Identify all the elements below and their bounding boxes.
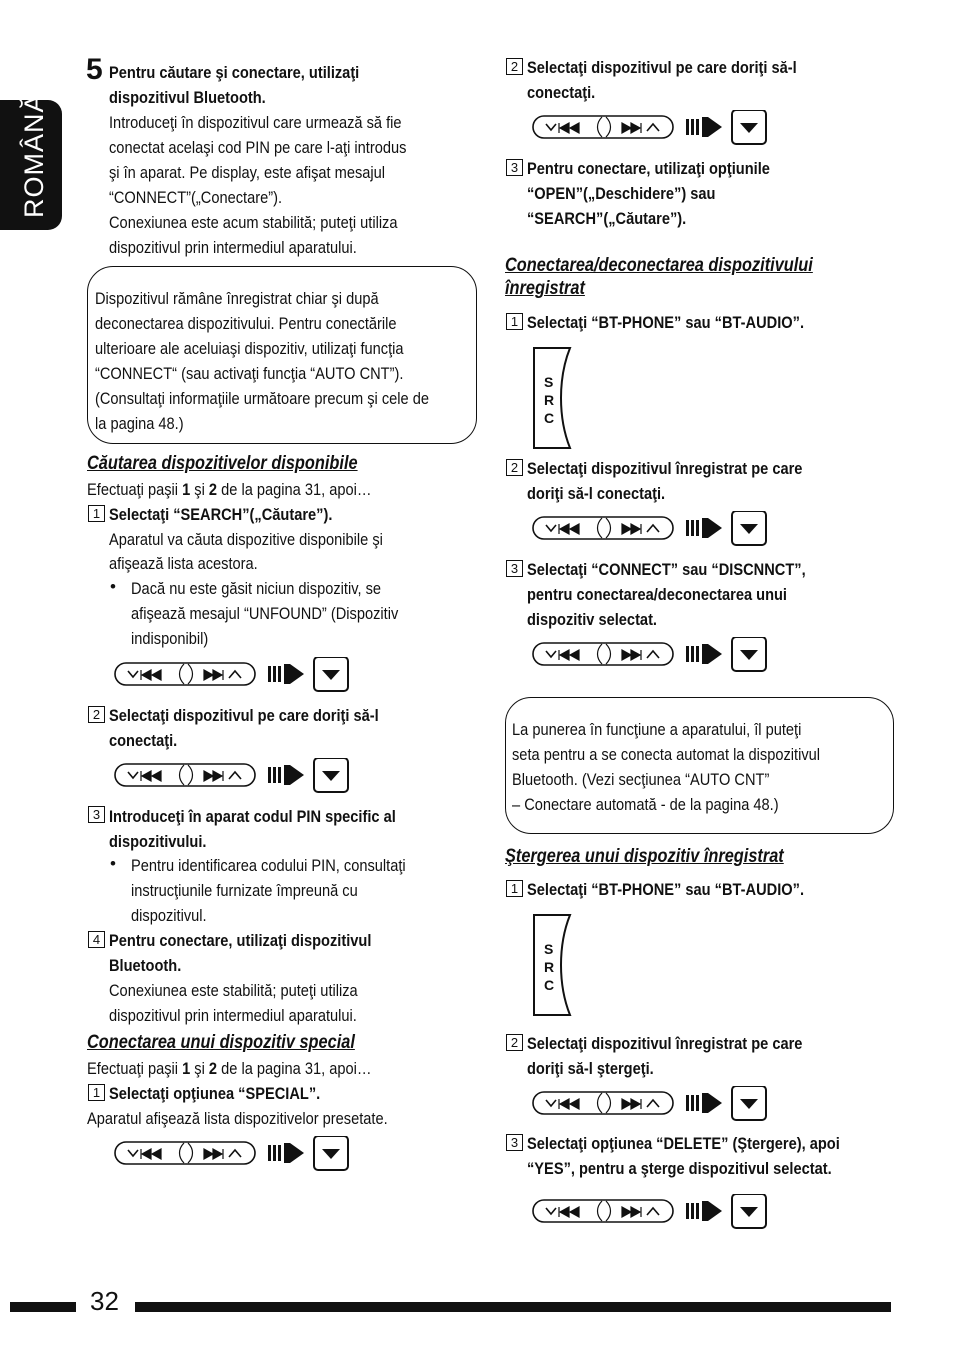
intro-text: Efectuaţi paşii 1 şi 2 de la pagina 31, apoi… [87, 1059, 372, 1078]
step-title: Selectaţi dispozitivul pe care doriţi să-l [109, 706, 379, 725]
section-heading: Conectarea unui dispozitiv special [87, 1032, 355, 1053]
step-title: Selectaţi “SEARCH”(„Căutare”). [109, 505, 333, 524]
step-title: doriţi să-l conectaţi. [527, 484, 666, 503]
step-number-box: 3 [88, 806, 105, 823]
step-number-box: 2 [506, 58, 523, 75]
note-text: La punerea în funcţiune a aparatului, îl puteţi [512, 720, 802, 739]
step-number-box: 1 [88, 1084, 105, 1101]
step-number-box: 4 [88, 931, 105, 948]
step-title: Selectaţi “BT-PHONE” sau “BT-AUDIO”. [527, 313, 805, 332]
control-diagram [532, 511, 772, 547]
src-letter: S [544, 941, 554, 957]
intro-text: Efectuaţi paşii 1 şi 2 de la pagina 31, apoi… [87, 480, 372, 499]
step-number: 5 [86, 53, 103, 86]
control-diagram [532, 637, 772, 673]
step-title: Pentru conectare, utilizaţi dispozitivul [109, 931, 372, 950]
step-title: Selectaţi opţiunea “SPECIAL”. [109, 1084, 321, 1103]
note-text: seta pentru a se conecta automat la dispozitivul [512, 745, 821, 764]
step-title: Introduceţi în aparat codul PIN specific al [109, 807, 396, 826]
step-title: “YES”, pentru a şterge dispozitivul selectat. [527, 1159, 832, 1178]
body-text: conectat acelaşi cod PIN pe care l-aţi introdus [109, 138, 407, 157]
step-title: Selectaţi dispozitivul înregistrat pe care [527, 459, 803, 478]
bullet-text: dispozitivul. [131, 906, 207, 925]
note-text: “CONNECT“ (sau activaţi funcţia “AUTO CNT”). [95, 364, 404, 383]
body-text: Aparatul va căuta dispozitive disponibile şi [109, 530, 383, 549]
bullet: • [110, 577, 116, 596]
section-heading: înregistrat [505, 278, 585, 299]
step-title: Selectaţi “BT-PHONE” sau “BT-AUDIO”. [527, 880, 805, 899]
section-heading: Căutarea dispozitivelor disponibile [87, 453, 358, 474]
control-diagram [114, 657, 354, 693]
step-number-box: 1 [506, 880, 523, 897]
footer-bar-right [135, 1302, 891, 1312]
step-title: Selectaţi opţiunea “DELETE” (Ştergere), apoi [527, 1134, 840, 1153]
body-text: afişează lista acestora. [109, 554, 258, 573]
body-text: Aparatul afişează lista dispozitivelor presetate. [87, 1109, 388, 1128]
bullet-text: afişează mesajul “UNFOUND” (Dispozitiv [131, 604, 399, 623]
step-title: conectaţi. [527, 83, 596, 102]
step-title: Selectaţi dispozitivul înregistrat pe care [527, 1034, 803, 1053]
src-letter: R [544, 959, 555, 975]
bullet-text: Pentru identificarea codului PIN, consultaţi [131, 856, 406, 875]
control-diagram [114, 758, 354, 794]
step-number-box: 2 [506, 459, 523, 476]
src-button [532, 913, 576, 1019]
src-button [532, 346, 576, 452]
step-title: “SEARCH”(„Căutare”). [527, 209, 687, 228]
step-title: “OPEN”(„Deschidere”) sau [527, 184, 716, 203]
page-number: 32 [90, 1286, 119, 1316]
note-text: deconectarea dispozitivului. Pentru conectările [95, 314, 397, 333]
language-label: ROMÂNĂ [19, 93, 49, 218]
step-number-box: 3 [506, 159, 523, 176]
step-title: dispozitivul Bluetooth. [109, 88, 266, 107]
body-text: “CONNECT”(„Conectare”). [109, 188, 283, 207]
step-title: pentru conectarea/deconectarea unui [527, 585, 788, 604]
step-number-box: 3 [506, 1134, 523, 1151]
step-title: conectaţi. [109, 731, 178, 750]
src-letter: S [544, 374, 554, 390]
control-diagram [114, 1136, 354, 1172]
step-title: Selectaţi dispozitivul pe care doriţi să-l [527, 58, 797, 77]
note-text: (Consultaţi informaţiile următoare precum şi cele de [95, 389, 429, 408]
body-text: Conexiunea este stabilită; puteţi utiliza [109, 981, 358, 1000]
step-title: doriţi să-l ştergeţi. [527, 1059, 654, 1078]
step-title: dispozitiv selectat. [527, 610, 658, 629]
step-number-box: 3 [506, 560, 523, 577]
step-title: Pentru căutare şi conectare, utilizaţi [109, 63, 360, 82]
footer-bar-left [10, 1302, 76, 1312]
note-text: Bluetooth. (Vezi secţiunea “AUTO CNT” [512, 770, 770, 789]
step-title: Pentru conectare, utilizaţi opţiunile [527, 159, 770, 178]
body-text: Introduceţi în dispozitivul care urmează să fie [109, 113, 402, 132]
control-diagram [532, 1194, 772, 1230]
src-letter: C [544, 977, 555, 993]
step-number-box: 1 [88, 505, 105, 522]
step-title: Selectaţi “CONNECT” sau “DISCNNCT”, [527, 560, 806, 579]
body-text: şi în aparat. Pe display, este afişat mesajul [109, 163, 386, 182]
src-letter: R [544, 392, 555, 408]
control-diagram [532, 1086, 772, 1122]
note-text: la pagina 48.) [95, 414, 184, 433]
note-text: Dispozitivul rămâne înregistrat chiar şi după [95, 289, 379, 308]
src-letter: C [544, 410, 555, 426]
step-title: Bluetooth. [109, 956, 182, 975]
control-diagram [532, 110, 772, 146]
step-number-box: 2 [88, 706, 105, 723]
bullet-text: instrucţiunile furnizate împreună cu [131, 881, 358, 900]
note-text: ulterioare ale aceluiaşi dispozitiv, utilizaţi funcţia [95, 339, 404, 358]
step-title: dispozitivului. [109, 832, 207, 851]
section-heading: Conectarea/deconectarea dispozitivului [505, 255, 813, 276]
bullet: • [110, 854, 116, 873]
body-text: dispozitivul prin intermediul aparatului. [109, 238, 357, 257]
bullet-text: indisponibil) [131, 629, 209, 648]
step-number-box: 2 [506, 1034, 523, 1051]
section-heading: Ştergerea unui dispozitiv înregistrat [505, 846, 784, 867]
language-side-tab [0, 93, 62, 230]
bullet-text: Dacă nu este găsit niciun dispozitiv, se [131, 579, 382, 598]
body-text: Conexiunea este acum stabilită; puteţi utiliza [109, 213, 398, 232]
note-text: – Conectare automată - de la pagina 48.) [512, 795, 779, 814]
body-text: dispozitivul prin intermediul aparatului. [109, 1006, 357, 1025]
step-number-box: 1 [506, 313, 523, 330]
